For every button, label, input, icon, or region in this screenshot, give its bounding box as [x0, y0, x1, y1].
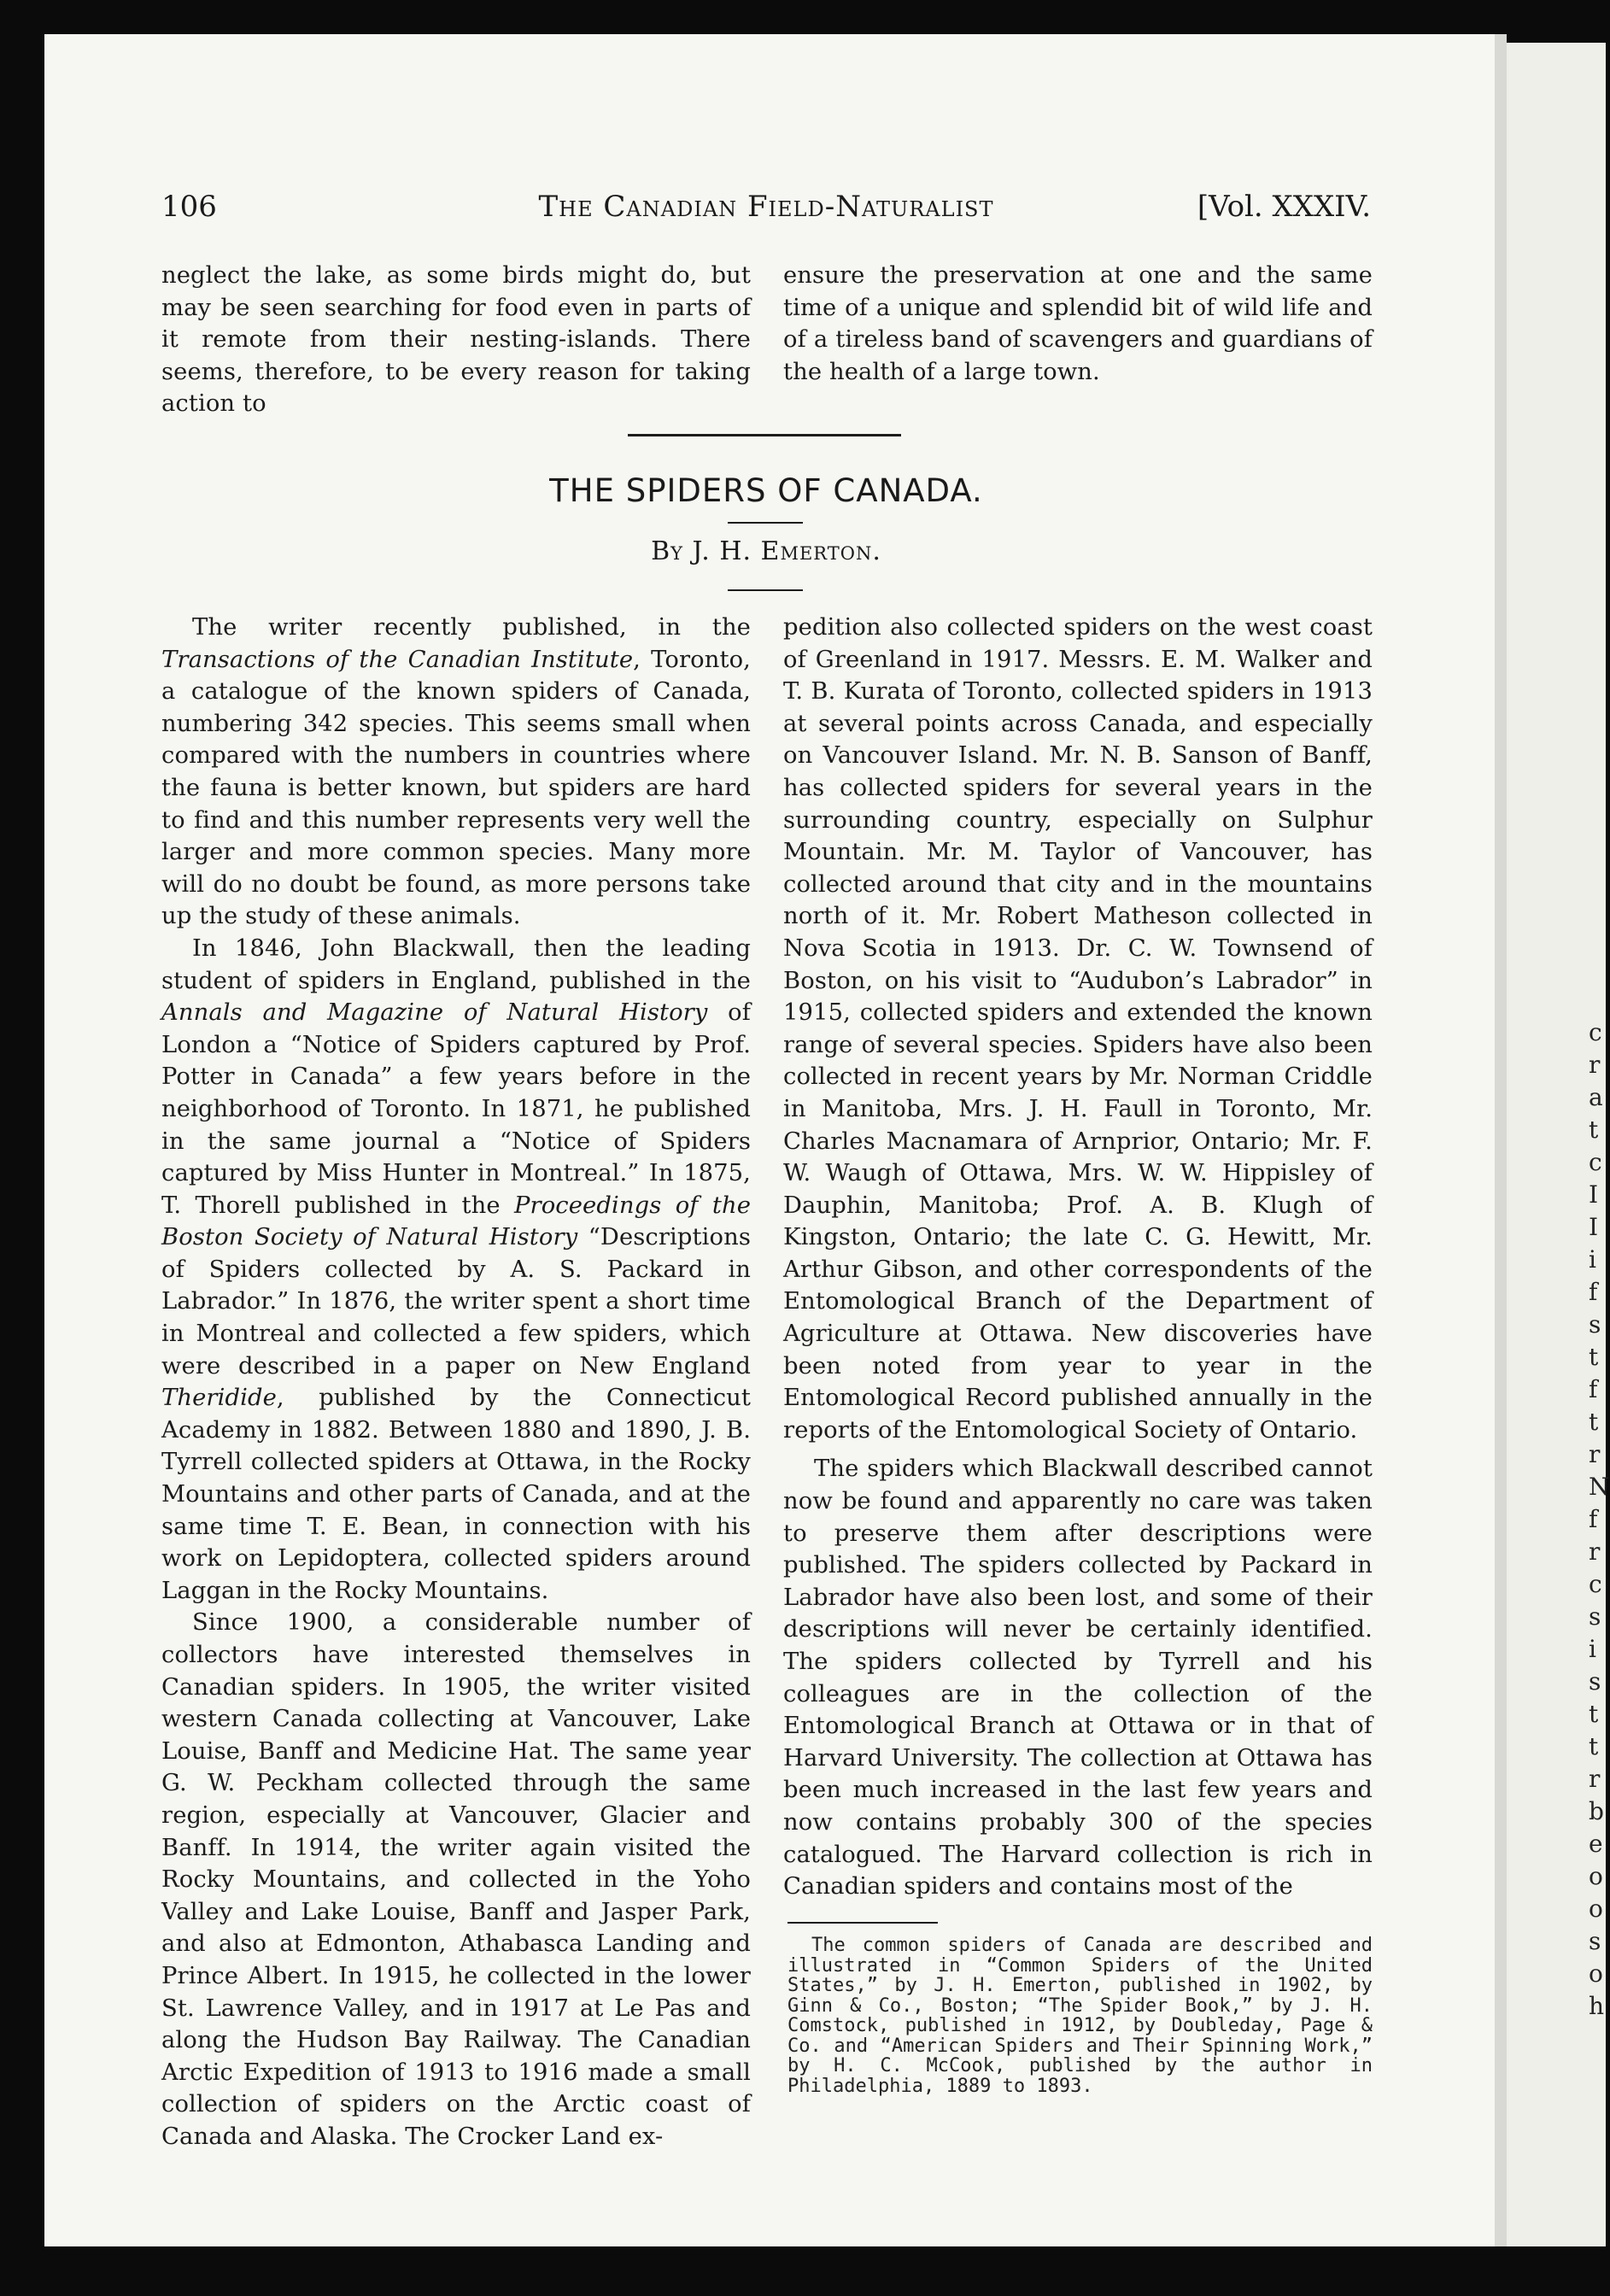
margin-letter: c: [1589, 1018, 1602, 1046]
margin-letter: c: [1589, 1148, 1602, 1176]
margin-letter: o: [1589, 1895, 1603, 1923]
title-rule: [728, 522, 803, 524]
article-title: THE SPIDERS OF CANADA.: [549, 472, 983, 509]
paragraph: In 1846, John Blackwall, then the leading student of spiders in England, published in the Annals and Magazine of Natural History of London a “Notice of Spiders captured by Prof. Potter in Canada” a few years before in the neighborhood of Toronto. In 1871, he published in the same journal a “Notice of Spiders captured by Miss Hunter in Montreal.” In 1875, T. Thorell published in the Proceedings of the Boston Society of Natural History “Descriptions of Spiders collected by A. S. Packard in Labrador.” In 1876, the writer spent a short time in Montreal and collected a few spiders, which were described in a paper on New England Theridide, published by the Connecticut Academy in 1882. Between 1880 and 1890, J. B. Tyrrell collected spiders at Ottawa, in the Rocky Mountains and other parts of Canada, and at the same time T. E. Bean, in connection with his work on Lepidoptera, collected spiders around Laggan in the Rocky Mountains.: [161, 934, 751, 1604]
prev-article-right-text: ensure the preservation at one and the same time of a unique and splendid bit of wild life and of a tireless band of scavengers and guardians of the health of a large town.: [783, 262, 1373, 385]
journal-title: The Canadian Field-Naturalist: [538, 190, 994, 224]
volume-label: [Vol. XXXIV.: [1197, 190, 1371, 224]
margin-letter: f: [1589, 1375, 1598, 1403]
margin-letter: t: [1589, 1408, 1599, 1436]
margin-letter: h: [1589, 1992, 1605, 2020]
margin-letter: a: [1589, 1083, 1603, 1111]
margin-letter: r: [1589, 1051, 1601, 1079]
margin-letter: t: [1589, 1116, 1599, 1144]
paragraph: Since 1900, a considerable number of collectors have interested themselves in Canadian spiders. In 1905, the writer visited western Canada collecting at Vancouver, Lake Louise, Banff and Medicine Hat. The same year G. W. Peckham collected through the same region, especially at Vancouver, Glacier and Banff. In 1914, the writer again visited the Rocky Mountains, and collected in the Yoho Valley and Lake Louise, Banff and Jasper Park, and also at Edmonton, Athabasca Landing and Prince Albert. In 1915, he collected in the lower St. Lawrence Valley, and in 1917 at Le Pas and along the Hudson Bay Railway. The Canadian Arctic Expedition of 1913 to 1916 made a small collection of spiders on the Arctic coast of Canada and Alaska. The Crocker Land ex-: [161, 1609, 751, 2150]
prev-article-right-column: [783, 260, 1373, 388]
running-header: [161, 190, 1371, 232]
margin-letter: c: [1589, 1570, 1602, 1598]
margin-letter: s: [1589, 1602, 1601, 1631]
paragraph: The spiders which Blackwall described cannot now be found and apparently no care was taken to preserve them after descriptions were published. The spiders collected by Packard in Labrador have also been lost, and some of their descriptions will never be certainly identified. The spiders collected by Tyrrell and his colleagues are in the collection of the Entomological Branch at Ottawa or in that of Harvard University. The collection at Ottawa has been much increased in the last few years and now contains probably 300 of the species catalogued. The Harvard collection is rich in Canadian spiders and contains most of the: [783, 1456, 1373, 1901]
margin-letter: r: [1589, 1440, 1601, 1468]
margin-letter: i: [1589, 1245, 1596, 1274]
margin-letter: t: [1589, 1343, 1599, 1371]
margin-letter: r: [1589, 1765, 1601, 1793]
margin-letter: r: [1589, 1538, 1601, 1566]
prev-article-left-text: neglect the lake, as some birds might do, but may be seen searching for food even in parts of it remote from their nesting-islands. There seems, therefore, to be every reason for taking action to: [161, 262, 751, 418]
section-divider: [628, 434, 901, 436]
prev-article-left-column: [161, 260, 751, 420]
paragraph: The writer recently published, in the Transactions of the Canadian Institute, Toronto, a catalogue of the known spiders of Canada, numbering 342 species. This seems small when compared with the numbers in countries where the fauna is better known, but spiders are hard to find and this number represents very well the larger and more common species. Many more will do no doubt be found, as more persons take up the study of these animals.: [161, 614, 751, 930]
footnote-text: The common spiders of Canada are described and illustrated in “Common Spiders of the United States,” by J. H. Emerton, published in 1902, by Ginn & Co., Boston; “The Spider Book,” by J. H. Comstock, published in 1912, by Doubleday, Page & Co. and “American Spiders and Their Spinning Work,” by H. C. McCook, published by the author in Philadelphia, 1889 to 1893.: [787, 1935, 1373, 2097]
margin-letter: s: [1589, 1927, 1601, 1955]
margin-letter: t: [1589, 1732, 1599, 1760]
margin-letter: o: [1589, 1959, 1603, 1988]
article-byline: By J. H. Emerton.: [651, 536, 881, 566]
margin-letter: o: [1589, 1862, 1603, 1890]
margin-letter: b: [1589, 1797, 1604, 1825]
page-edge: [1495, 34, 1507, 2246]
footnote: [787, 1936, 1373, 2096]
footnote-rule: [787, 1922, 938, 1924]
margin-letter: I: [1589, 1213, 1599, 1241]
margin-letter: I: [1589, 1180, 1599, 1209]
margin-letter: s: [1589, 1667, 1601, 1696]
margin-letter: t: [1589, 1700, 1599, 1728]
margin-letter: i: [1589, 1635, 1596, 1663]
page-number: 106: [161, 190, 217, 224]
left-column: [161, 612, 751, 2153]
margin-letter: s: [1589, 1310, 1601, 1338]
margin-letter: f: [1589, 1505, 1598, 1533]
byline-rule: [728, 589, 803, 591]
margin-letter: e: [1589, 1830, 1603, 1858]
paragraph: pedition also collected spiders on the west coast of Greenland in 1917. Messrs. E. M. Walker and T. B. Kurata of Toronto, collected spiders in 1913 at several points across Canada, and especially on Vancouver Island. Mr. N. B. Sanson of Banff, has collected spiders for several years in the surrounding country, especially on Sulphur Mountain. Mr. M. Taylor of Vancouver, has collected around that city and in the mountains north of it. Mr. Robert Matheson collected in Nova Scotia in 1913. Dr. C. W. Townsend of Boston, on his visit to “Audubon’s Labrador” in 1915, collected spiders and extended the known range of several species. Spiders have also been collected in recent years by Mr. Norman Criddle in Manitoba, Mrs. J. H. Faull in Toronto, Mr. Charles Macnamara of Arnprior, Ontario; Mr. F. W. Waugh of Ottawa, Mrs. W. W. Hippisley of Dauphin, Manitoba; Prof. A. B. Klugh of Kingston, Ontario; the late C. G. Hewitt, Mr. Arthur Gibson, and other correspondents of the Entomological Branch of the Department of Agriculture at Ottawa. New discoveries have been noted from year to year in the Entomological Record published annually in the reports of the Entomological Society of Ontario.: [783, 614, 1373, 1444]
margin-letter: N: [1589, 1473, 1610, 1501]
margin-letter: f: [1589, 1278, 1598, 1306]
right-column: [783, 612, 1373, 1903]
next-page-margin-letters: [1589, 1016, 1610, 2023]
